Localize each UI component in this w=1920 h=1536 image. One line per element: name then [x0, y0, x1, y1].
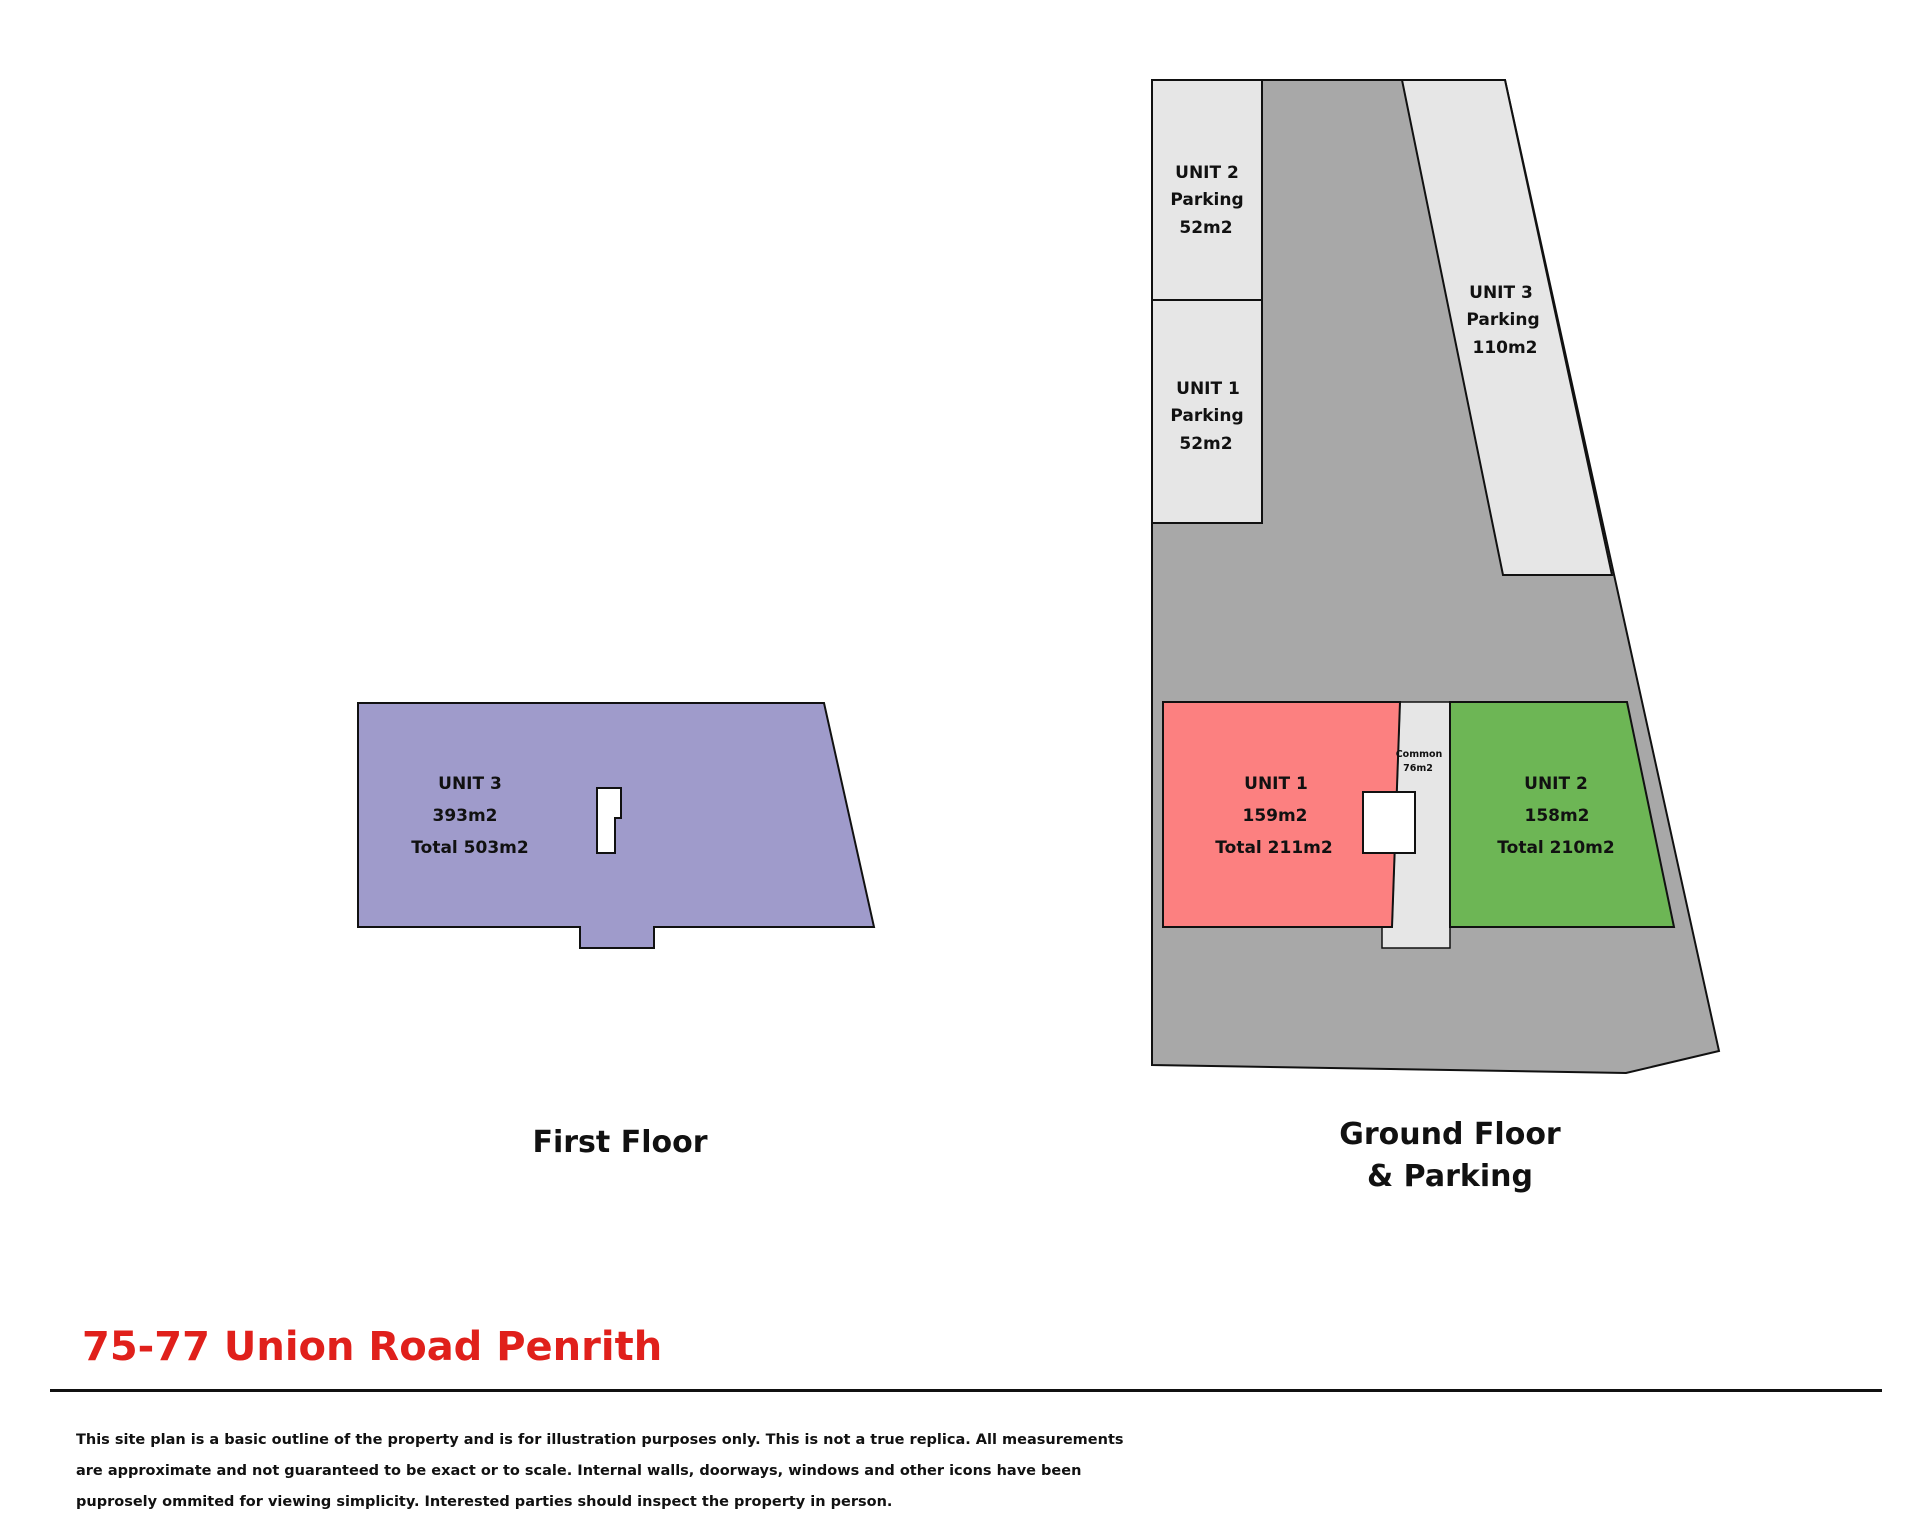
unit3-total-label: Total 503m2: [411, 838, 529, 858]
unit3-parking-unit-label: UNIT 3: [1469, 283, 1533, 303]
disclaimer-text: [76, 1425, 1196, 1518]
unit1-total-label: Total 211m2: [1215, 838, 1333, 858]
common-area-label: 76m2: [1403, 763, 1433, 774]
disclaimer-line: This site plan is a basic outline of the property and is for illustration purposes only. This is not a true replica. All measurements: [76, 1432, 1124, 1448]
ground-floor-caption-line2: & Parking: [1367, 1159, 1533, 1194]
ground-floor-caption: [1250, 1114, 1650, 1198]
unit1-parking-label: Parking: [1170, 406, 1244, 426]
unit2-parking-area-label: 52m2: [1179, 218, 1233, 238]
ground-floor-caption-line1: Ground Floor: [1339, 1117, 1561, 1152]
unit2-parking-label: Parking: [1170, 190, 1244, 210]
first-floor-plan: [358, 703, 874, 948]
first-floor-caption: First Floor: [532, 1125, 708, 1160]
common-label: Common: [1395, 749, 1443, 760]
common-void: [1363, 792, 1415, 853]
unit1-name-label: UNIT 1: [1244, 774, 1308, 794]
unit2-parking-unit-label: UNIT 2: [1175, 163, 1239, 183]
unit3-area-label: 393m2: [432, 806, 498, 826]
disclaimer-line: puprosely ommited for viewing simplicity. Interested parties should inspect the property in person.: [76, 1494, 893, 1510]
unit1-area-label: 159m2: [1242, 806, 1308, 826]
unit3-parking-area-label: 110m2: [1472, 338, 1538, 358]
disclaimer-line: are approximate and not guaranteed to be exact or to scale. Internal walls, doorways, windows and other icons have been: [76, 1463, 1082, 1479]
unit3-name-label: UNIT 3: [438, 774, 502, 794]
property-address-title: 75-77 Union Road Penrith: [82, 1324, 663, 1370]
unit2-area-label: 158m2: [1524, 806, 1590, 826]
footer-divider: [50, 1389, 1882, 1392]
unit3-parking-label: Parking: [1466, 310, 1540, 330]
unit1-parking-unit-label: UNIT 1: [1176, 379, 1240, 399]
unit1-parking-area-label: 52m2: [1179, 434, 1233, 454]
unit2-name-label: UNIT 2: [1524, 774, 1588, 794]
unit2-total-label: Total 210m2: [1497, 838, 1615, 858]
ground-floor-plan: [1152, 80, 1719, 1073]
